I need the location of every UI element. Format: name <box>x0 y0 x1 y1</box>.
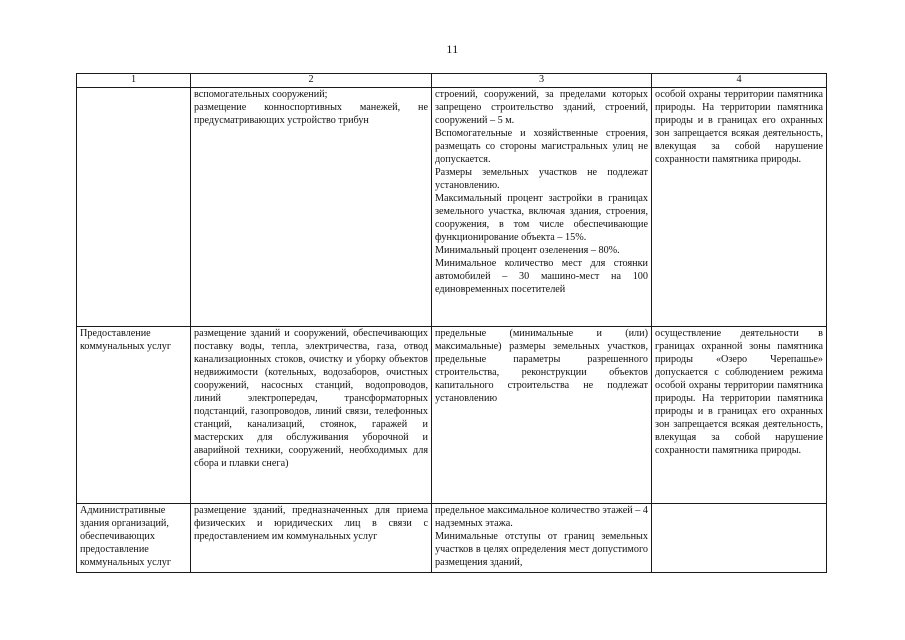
table-cell-restrictions <box>652 504 827 573</box>
use-type-text: Предоставление коммунальных услуг <box>80 328 172 352</box>
paragraph: Вспомогательные и хозяйственные строения, размещать со стороны магистральных улиц не допускается. <box>435 128 648 165</box>
table-cell-parameters <box>432 88 652 327</box>
use-type-text: Административные здания организаций, обеспечивающих предоставление коммунальных услуг <box>80 505 172 568</box>
paragraph: строений, сооружений, за пределами которых запрещено строительство зданий, строений, сооружений – 5 м. <box>435 89 648 126</box>
paragraph: вспомогательных сооружений; <box>194 89 328 100</box>
table-cell-use-type <box>77 88 191 327</box>
table-row <box>77 504 827 573</box>
table-cell-parameters <box>432 327 652 504</box>
paragraph: предельные (минимальные и (или) максимальные) размеры земельных участков, предельные параметры разрешенного строительства, реконструкции объектов капитального строительства не подлежат установлению <box>435 328 648 404</box>
table-cell-restrictions <box>652 327 827 504</box>
table-cell-use-description <box>191 88 432 327</box>
table-cell-restrictions <box>652 88 827 327</box>
paragraph: размещение конноспортивных манежей, не предусматривающих устройство трибун <box>194 102 428 126</box>
page-number: 11 <box>446 42 459 56</box>
paragraph: Максимальный процент застройки в границах земельного участка, включая здания, строения, сооружения, в том числе обеспечивающие функционирование объекта – 15%. <box>435 193 648 243</box>
paragraph: размещение зданий, предназначенных для приема физических и юридических лиц в связи с предоставлением им коммунальных услуг <box>194 505 428 542</box>
paragraph: Минимальные отступы от границ земельных участков в целях определения мест допустимого размещения зданий, <box>435 531 648 568</box>
regulations-table <box>76 73 827 573</box>
column-header-2: 2 <box>191 74 432 88</box>
paragraph: Минимальный процент озеленения – 80%. <box>435 245 620 256</box>
table-row <box>77 327 827 504</box>
table-cell-use-description <box>191 327 432 504</box>
table-row <box>77 88 827 327</box>
table-cell-use-type <box>77 504 191 573</box>
column-header-3: 3 <box>432 74 652 88</box>
paragraph: особой охраны территории памятника природы. На территории памятника природы и в границах его охранных зон запрещается всякая деятельность, влекущая за собой нарушение сохранности памятника природы. <box>655 89 823 165</box>
table-header-row <box>77 74 827 88</box>
column-header-4: 4 <box>652 74 827 88</box>
column-header-1: 1 <box>77 74 191 88</box>
paragraph: Размеры земельных участков не подлежат установлению. <box>435 167 648 191</box>
table-cell-parameters <box>432 504 652 573</box>
paragraph: размещение зданий и сооружений, обеспечивающих поставку воды, тепла, электричества, газа, отвод канализационных стоков, очистку и уборку объектов недвижимости (котельных, водозаборов, очистных сооружений, насосных станций, водопроводов, линий электропередач, трансформаторных подстанций, газопроводов, линий связи, телефонных станций, канализаций, стоянок, гаражей и мастерских для обслуживания уборочной и аварийной техники, сооружений, необходимых для сбора и плавки снега) <box>194 328 428 469</box>
paragraph: Минимальное количество мест для стоянки автомобилей – 30 машино-мест на 100 единовременных посетителей <box>435 258 648 295</box>
paragraph: осуществление деятельности в границах охранной зоны памятника природы «Озеро Черепашье» допускается с соблюдением режима особой охраны территории памятника природы. На территории памятника природы и в границах его охранных зон запрещается всякая деятельность, влекущая за собой нарушение сохранности памятника природы. <box>655 328 823 456</box>
paragraph: предельное максимальное количество этажей – 4 надземных этажа. <box>435 505 648 529</box>
table-cell-use-description <box>191 504 432 573</box>
table-cell-use-type <box>77 327 191 504</box>
